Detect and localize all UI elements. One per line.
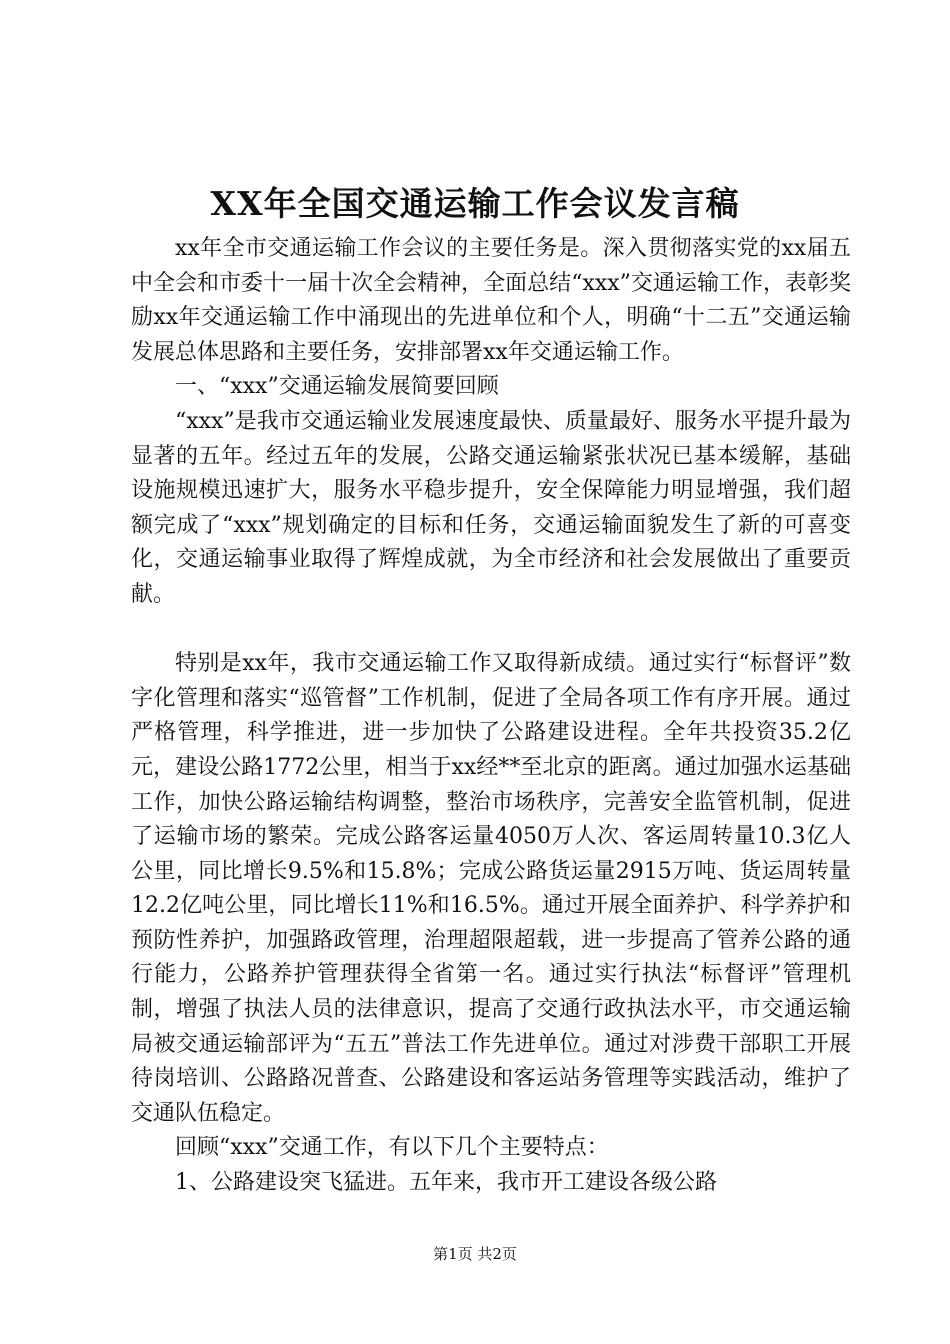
paragraph-features-intro: 回顾“xxx”交通工作，有以下几个主要特点：: [175, 1135, 609, 1161]
document-body: [131, 232, 851, 1201]
section-heading: 一、“xxx”交通运输发展简要回顾: [175, 374, 499, 400]
paragraph-intro: xx年全市交通运输工作会议的主要任务是。深入贯彻落实党的xx届五中全会和市委十一届十次全会精神，全面总结“xxx”交通运输工作，表彰奖励xx年交通运输工作中涌现出的先进单位和个人，明确“十二五”交通运输发展总体思路和主要任务，安排部署xx年交通运输工作。: [131, 236, 851, 365]
page-number: 第1页 共2页: [433, 1245, 517, 1263]
paragraph-item-1: 1、公路建设突飞猛进。五年来，我市开工建设各级公路: [175, 1170, 717, 1196]
document-title: XX年全国交通运输工作会议发言稿: [210, 184, 740, 223]
paragraph-achievements: 特别是xx年，我市交通运输工作又取得新成绩。通过实行“标督评”数字化管理和落实“巡管督”工作机制，促进了全局各项工作有序开展。通过严格管理，科学推进，进一步加快了公路建设进程。全年共投资35.2亿元，建设公路1772公里，相当于xx经**至北京的距离。通过加强水运基础工作，加快公路运输结构调整，整治市场秩序，完善安全监管机制，促进了运输市场的繁荣。完成公路客运量4050万人次、客运周转量10.3亿人公里，同比增长9.5%和15.8%；完成公路货运量2915万吨、货运周转量12.2亿吨公里，同比增长11%和16.5%。通过开展全面养护、科学养护和预防性养护，加强路政管理，治理超限超载，进一步提高了管养公路的通行能力，公路养护管理获得全省第一名。通过实行执法“标督评”管理机制，增强了执法人员的法律意识，提高了交通行政执法水平，市交通运输局被交通运输部评为“五五”普法工作先进单位。通过对涉费干部职工开展待岗培训、公路路况普查、公路建设和客运站务管理等实践活动，维护了交通队伍稳定。: [131, 651, 851, 1126]
paragraph-review: “xxx”是我市交通运输业发展速度最快、质量最好、服务水平提升最为显著的五年。经过五年的发展，公路交通运输紧张状况已基本缓解，基础设施规模迅速扩大，服务水平稳步提升，安全保障能力明显增强，我们超额完成了“xxx”规划确定的目标和任务，交通运输面貌发生了新的可喜变化，交通运输事业取得了辉煌成就，为全市经济和社会发展做出了重要贡献。: [131, 408, 851, 607]
